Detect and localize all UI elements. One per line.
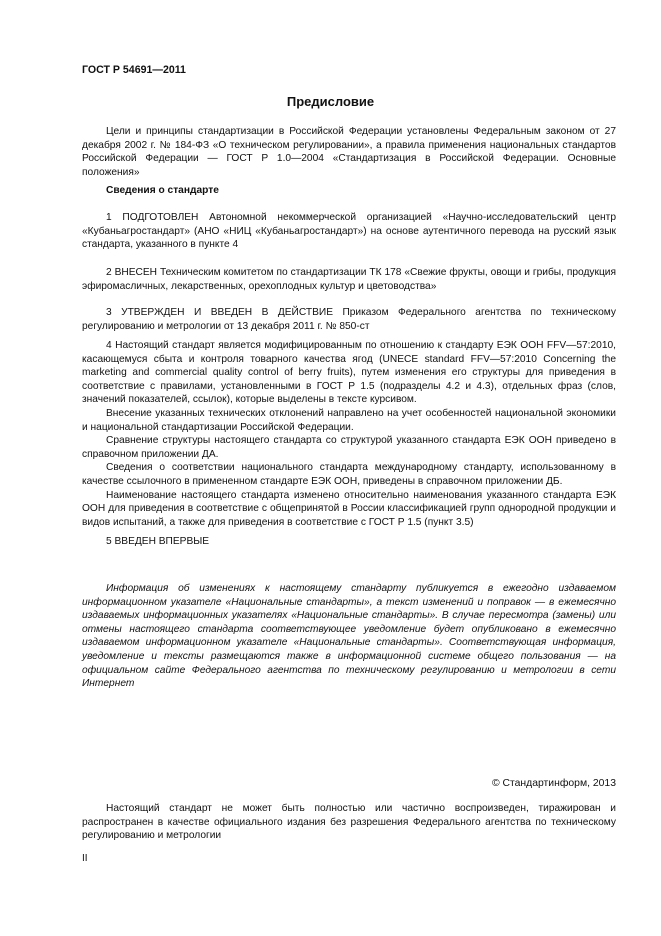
item-2 bbox=[82, 266, 616, 293]
item-2-text: 2 ВНЕСЕН Техническим комитетом по стандартизации ТК 178 «Свежие фрукты, овощи и грибы, продукция эфиромасличных, лекарственных, орехоплодных культур и цветоводства» bbox=[82, 267, 616, 292]
page-number: II bbox=[82, 853, 88, 864]
item-1-text: 1 ПОДГОТОВЛЕН Автономной некоммерческой организацией «Научно-исследовательский центр «Кубаньагростандарт» (АНО «НИЦ «Кубаньагростандарт») на основе аутентичного перевода на русский язык стандарта, указанного в пункте 4 bbox=[82, 212, 616, 251]
item-5-text: 5 ВВЕДЕН ВПЕРВЫЕ bbox=[106, 536, 210, 547]
notice-text: Информация об изменениях к настоящему стандарту публикуется в ежегодно издаваемом информационном указателе «Национальные стандарты», а текст изменений и поправок — в ежемесячно издаваемых информационных указателях «Национальные стандарты». В случае пересмотра (замены) или отмены настоящего стандарта соответствующее уведомление будет опубликовано в ежемесячно издаваемом информационном указателе «Национальные стандарты». Соответствующая информация, уведомление и тексты размещаются также в информационной системе общего пользования — на официальном сайте Федерального агентства по техническому регулированию и метрологии в сети Интернет bbox=[82, 583, 616, 690]
page-title: Предисловие bbox=[286, 94, 375, 109]
intro-paragraph bbox=[82, 125, 616, 179]
item-4-text-e: Наименование настоящего стандарта изменено относительно наименования указанного стандарта ЕЭК ООН для приведения в соответствие с общепринятой в России классификацией групп однородной продукции и видов испытаний, а также для приведения в соответствие с ГОСТ Р 1.5 (пункт 3.5) bbox=[82, 489, 616, 528]
section-heading-block bbox=[82, 184, 616, 198]
item-3 bbox=[82, 306, 616, 333]
notice-block bbox=[82, 582, 616, 691]
intro-text: Цели и принципы стандартизации в Российской Федерации установлены Федеральным законом от 27 декабря 2002 г. № 184-ФЗ «О техническом регулировании», а правила применения национальных стандартов Российской Федерации — ГОСТ Р 1.0—2004 «Стандартизация в Российской Федерации. Основные положения» bbox=[82, 126, 616, 178]
document-code: ГОСТ Р 54691—2011 bbox=[82, 64, 186, 76]
footer-note-block bbox=[82, 802, 616, 843]
item-5 bbox=[82, 535, 616, 549]
copyright: © Стандартинформ, 2013 bbox=[491, 778, 616, 789]
item-4-text-d: Сведения о соответствии национального стандарта международному стандарту, использованному в качестве ссылочного в примененном стандарте ЕЭК ООН, приведены в справочном приложении ДБ. bbox=[82, 462, 616, 487]
section-heading: Сведения о стандарте bbox=[106, 185, 219, 196]
item-4 bbox=[82, 339, 616, 529]
item-4-text-a: 4 Настоящий стандарт является модифицированным по отношению к стандарту ЕЭК ООН FFV—57:2010, касающемуся сбыта и контроля товарного качества ягод (UNECE standard FFV—57:2010 Concerning the marketing and commercial quality control of berry fruits), путем изменения его структуры для приведения в соответствие с правилами, установленными в ГОСТ Р 1.5 (подразделы 4.2 и 4.3), отдельных фраз (слов, значений показателей, ссылок), которые выделены в тексте курсивом. bbox=[82, 340, 616, 406]
item-4-text-c: Сравнение структуры настоящего стандарта со структурой указанного стандарта ЕЭК ООН приведено в справочном приложении ДА. bbox=[82, 435, 616, 460]
item-3-text: 3 УТВЕРЖДЕН И ВВЕДЕН В ДЕЙСТВИЕ Приказом Федерального агентства по техническому регулированию и метрологии от 13 декабря 2011 г. № 850-ст bbox=[82, 307, 616, 332]
item-1 bbox=[82, 211, 616, 252]
item-4-text-b: Внесение указанных технических отклонений направлено на учет особенностей национальной экономики и национальной стандартизации Российской Федерации. bbox=[82, 407, 616, 433]
footer-note: Настоящий стандарт не может быть полностью или частично воспроизведен, тиражирован и распространен в качестве официального издания без разрешения Федерального агентства по техническому регулированию и метрологии bbox=[82, 803, 616, 842]
